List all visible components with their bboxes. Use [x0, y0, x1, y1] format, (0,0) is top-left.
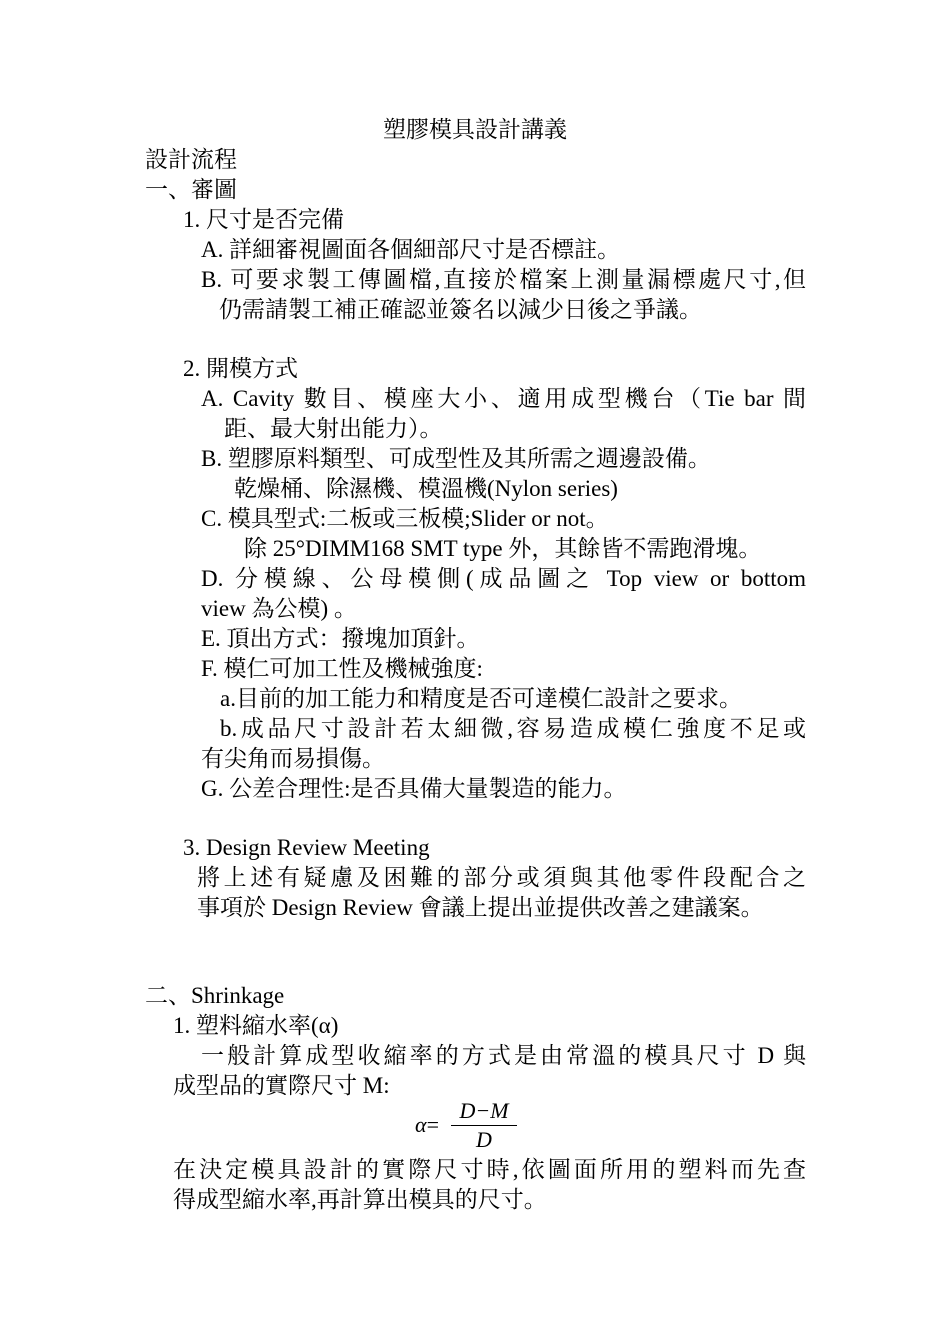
- item-2-f-b-line2: 有尖角而易損傷。: [201, 746, 385, 771]
- shrinkage-formula: [415, 1098, 525, 1154]
- section-2-heading: 二、Shrinkage: [145, 983, 285, 1008]
- item-2-g: G. 公差合理性:是否具備大量製造的能力。: [201, 776, 627, 801]
- item-2-f-b-line1: b.成品尺寸設計若太細微,容易造成模仁強度不足或: [220, 716, 806, 741]
- item-2-d-line2: view 為公模) 。: [201, 596, 357, 621]
- item-3-paragraph-line2: 事項於 Design Review 會議上提出並提供改善之建議案。: [197, 895, 764, 920]
- shrinkage-paragraph-line2: 成型品的實際尺寸 M:: [173, 1073, 390, 1098]
- item-3-title: 3. Design Review Meeting: [183, 835, 430, 860]
- formula-numerator: D−M: [459, 1098, 509, 1123]
- item-3-paragraph-line1: 將上述有疑慮及困難的部分或須與其他零件段配合之: [197, 865, 806, 890]
- shrinkage-item-1-title: 1. 塑料縮水率(α): [173, 1013, 339, 1038]
- shrinkage-paragraph-line4: 得成型縮水率,再計算出模具的尺寸。: [173, 1187, 547, 1212]
- shrinkage-paragraph-line3: 在決定模具設計的實際尺寸時,依圖面所用的塑料而先查: [173, 1157, 806, 1182]
- item-2-d-line1: D. 分模線、公母模側(成品圖之 Top view or bottom: [201, 566, 806, 591]
- item-2-c-line2: 除 25°DIMM168 SMT type 外，其餘皆不需跑滑塊。: [244, 536, 762, 561]
- shrinkage-paragraph-line1: 一般計算成型收縮率的方式是由常溫的模具尺寸 D 與: [201, 1043, 806, 1068]
- item-1-a: A. 詳細審視圖面各個細部尺寸是否標註。: [201, 237, 621, 262]
- item-1-b-line1: B. 可要求製工傳圖檔,直接於檔案上測量漏標處尺寸,但: [201, 267, 806, 292]
- item-2-c-line1: C. 模具型式:二板或三板模;Slider or not。: [201, 506, 609, 531]
- item-2-e: E. 頂出方式：撥塊加頂針。: [201, 626, 480, 651]
- formula-fraction: [451, 1098, 517, 1153]
- item-2-f: F. 模仁可加工性及機械強度:: [201, 656, 483, 681]
- formula-lhs: α=: [415, 1112, 439, 1137]
- section-1-heading: 一、審圖: [145, 177, 237, 202]
- item-2-a-line1: A. Cavity 數目、模座大小、適用成型機台（Tie bar 間: [201, 386, 806, 411]
- item-2-a-line2: 距、最大射出能力）。: [224, 416, 443, 441]
- item-1-title: 1. 尺寸是否完備: [183, 207, 344, 232]
- item-2-f-a: a.目前的加工能力和精度是否可達模仁設計之要求。: [220, 686, 742, 711]
- flow-heading: 設計流程: [145, 147, 237, 172]
- document-title: 塑膠模具設計講義: [383, 117, 567, 142]
- item-2-b-line1: B. 塑膠原料類型、可成型性及其所需之週邊設備。: [201, 446, 711, 471]
- formula-denominator: D: [476, 1127, 492, 1152]
- item-1-b-line2: 仍需請製工補正確認並簽名以減少日後之爭議。: [219, 297, 702, 322]
- item-2-b-line2: 乾燥桶、除濕機、模溫機(Nylon series): [234, 476, 618, 501]
- fraction-bar: [451, 1125, 517, 1126]
- item-2-title: 2. 開模方式: [183, 356, 298, 381]
